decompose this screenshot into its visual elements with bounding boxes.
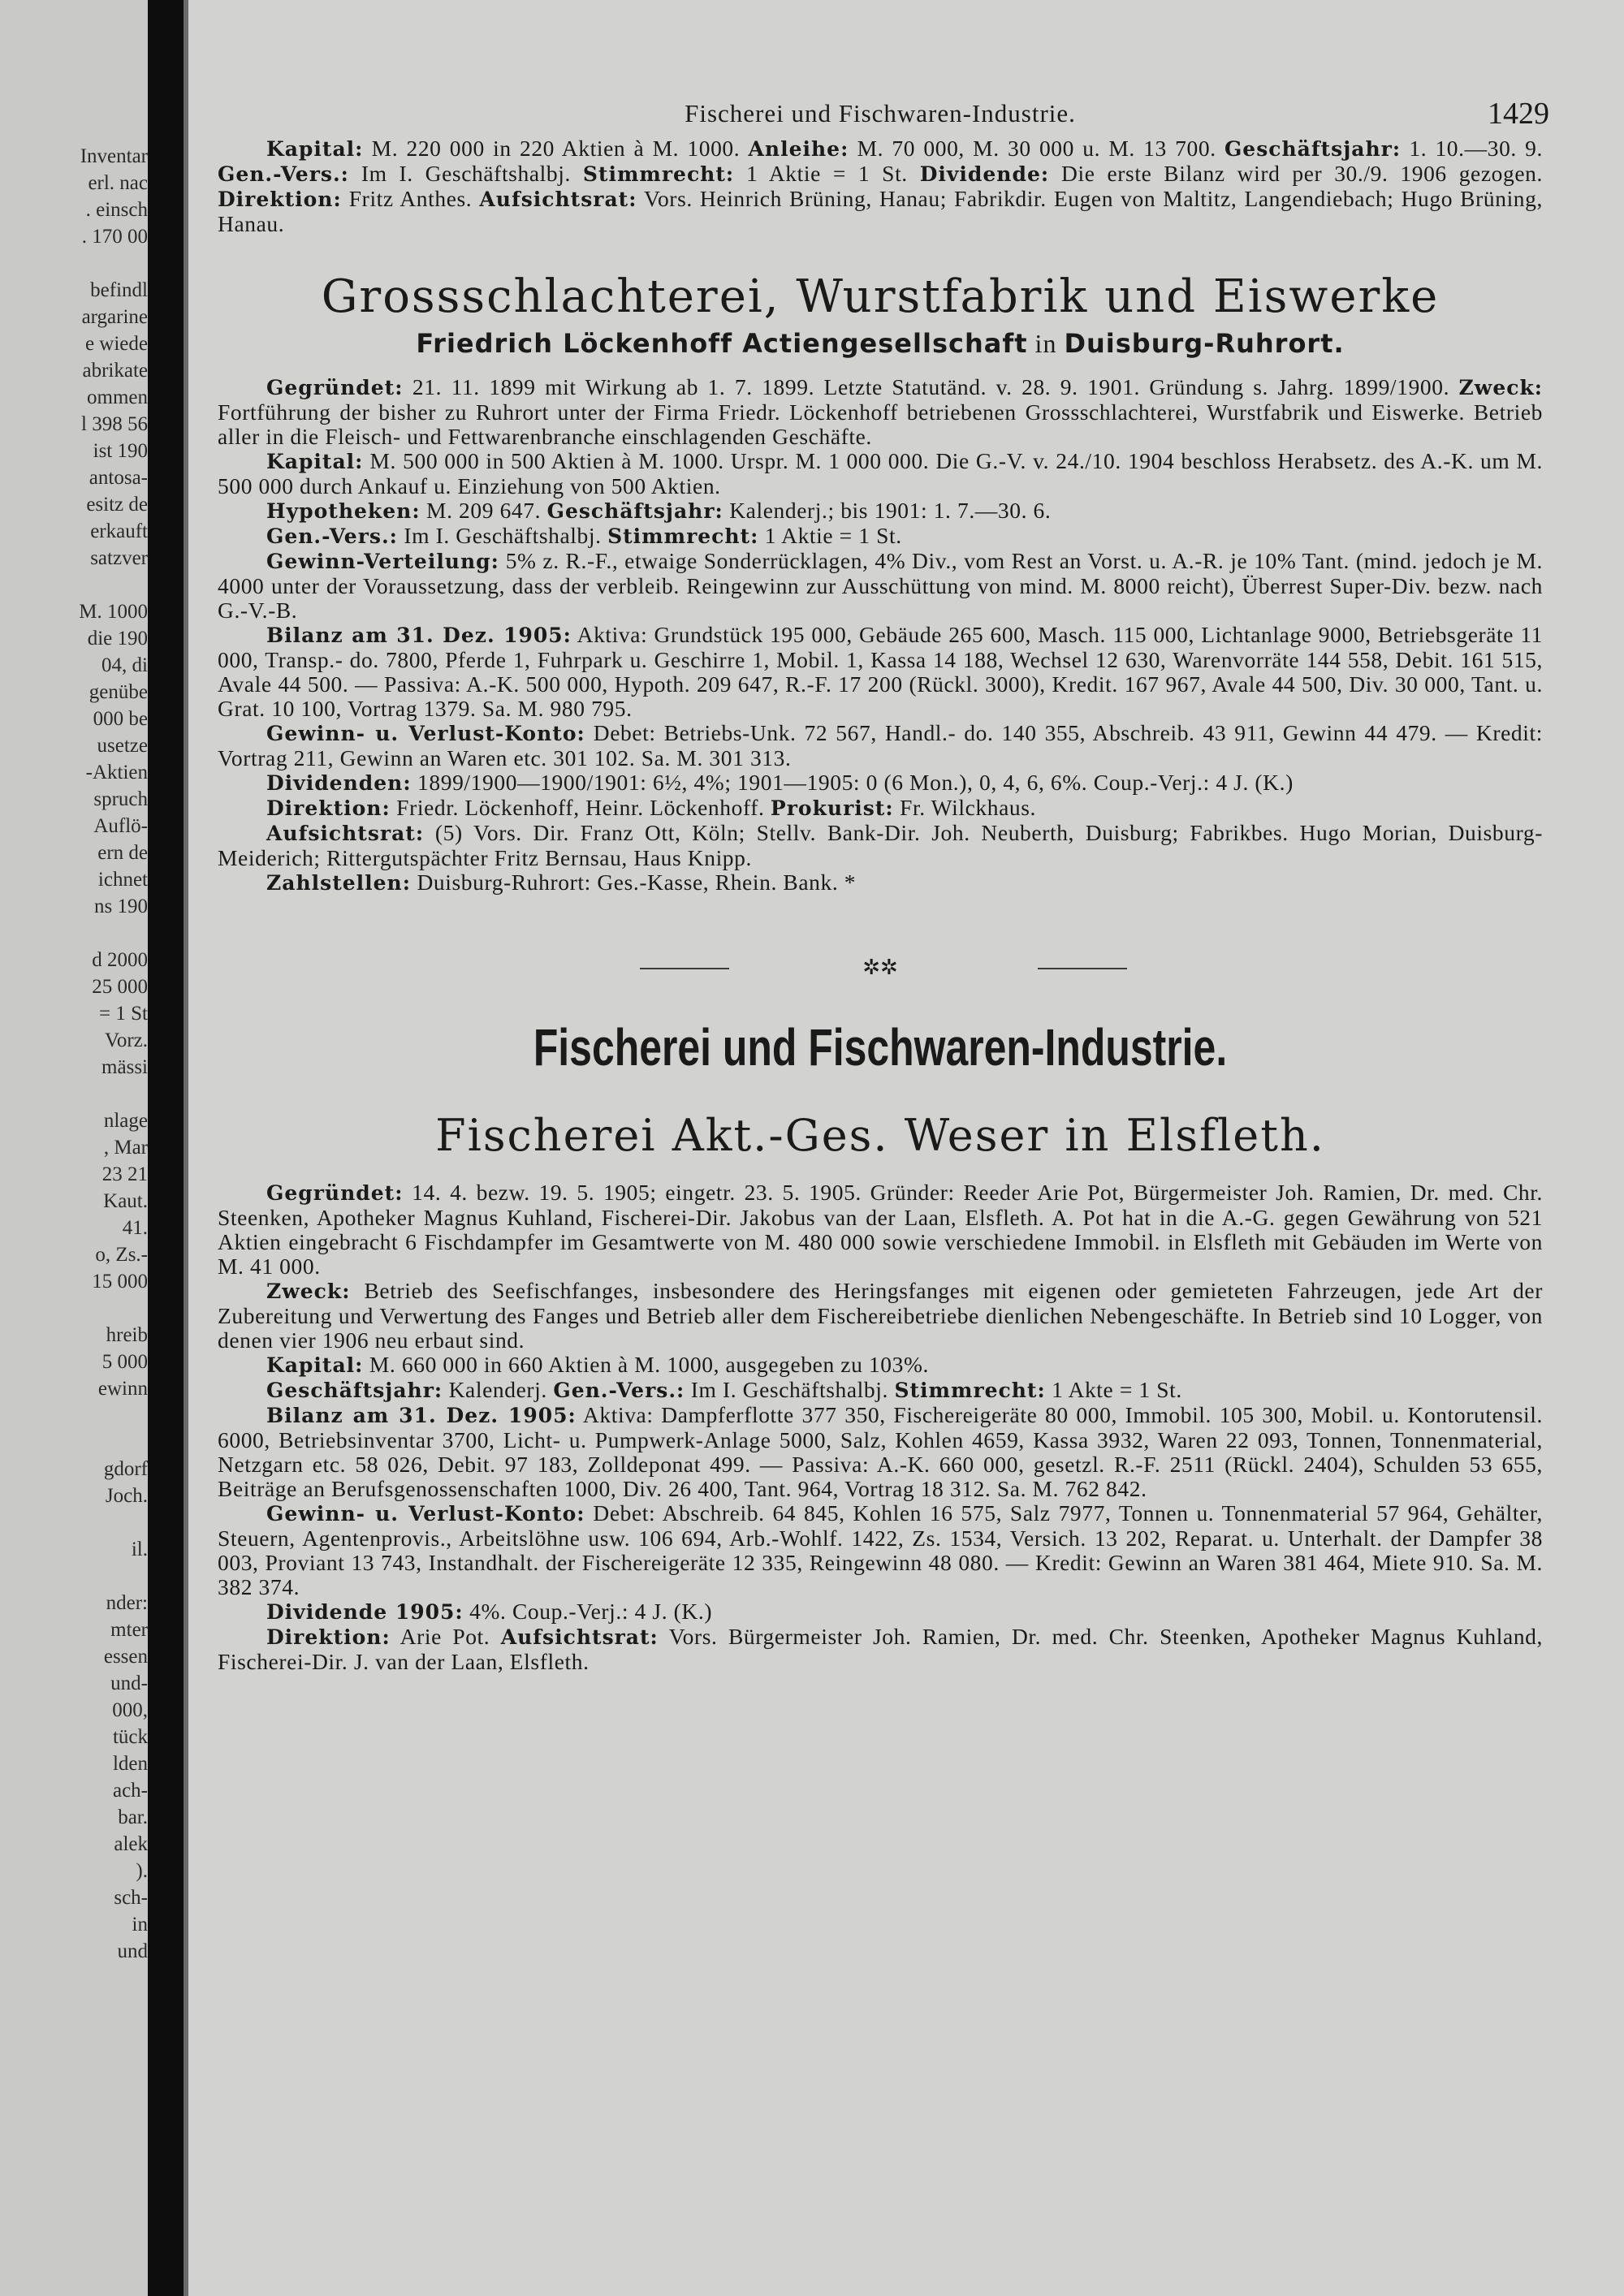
left-page-fragment: 15 000 <box>92 1271 148 1293</box>
field-text: Debet: Betriebs-Unk. 72 567, Handl.- do. 140 355, Abschreib. 43 911, Gewinn 44 479. — Kredit: Vortrag 211, Gewinn an Waren etc. 301 102. Sa. M. 301 313. <box>218 720 1544 770</box>
field-text: 5% z. R.-F., etwaige Sonderrücklagen, 4% Div., vom Rest an Vorst. u. A.-R. je 10% Tant. (mind. jedoch je M. 4000 unter der Voraussetzung, dass der verbleib. Reingewinn zur Ausschüttung von mind. M. 8000 reicht), Überrest Super-Div. bezw. nach G.-V.-B. <box>218 548 1543 623</box>
field-text: Kalenderj. <box>443 1377 554 1402</box>
left-page-fragment: ichnet <box>97 869 148 891</box>
field-label: Geschäftsjahr: <box>266 1379 443 1402</box>
entry-paragraph <box>218 549 1543 623</box>
section-title: Fischerei und Fischwaren-Industrie. <box>533 1018 1228 1077</box>
field-text: Im I. Geschäftshalbj. <box>685 1377 895 1402</box>
field-text: M. 209 647. <box>420 498 547 523</box>
left-page-fragment: die 190 <box>87 628 148 650</box>
left-page-fragment: spruch <box>93 788 148 810</box>
left-page-fragment: genübe <box>89 681 148 703</box>
left-page-fragment: und- <box>110 1672 148 1694</box>
left-page-fragment: nder: <box>106 1592 148 1614</box>
left-page-fragment: erkauft <box>90 520 148 542</box>
left-page-fragment: ns 190 <box>94 896 148 917</box>
field-label: Dividende: <box>919 162 1050 186</box>
left-page-fragment: Inventar <box>80 145 148 167</box>
field-label: Gen.-Vers.: <box>218 162 349 186</box>
field-label: Stimmrecht: <box>607 524 759 548</box>
company2-entry <box>218 1180 1543 1674</box>
left-page-fragment: 04, di <box>102 654 148 676</box>
page-number: 1429 <box>1488 97 1549 131</box>
left-page-fragment: Auflö- <box>93 815 148 837</box>
company1-subtitle-in: in <box>1027 329 1065 358</box>
field-text: Fr. Wilckhaus. <box>893 795 1037 820</box>
left-page-fragment: 25 000 <box>92 976 148 998</box>
left-page-fragment: mter <box>110 1619 148 1641</box>
right-page <box>188 0 1624 2296</box>
entry-paragraph <box>218 1599 1543 1625</box>
field-label: Direktion: <box>266 796 391 820</box>
field-label: Dividenden: <box>266 771 412 795</box>
entry-paragraph <box>218 1625 1543 1674</box>
left-page-fragment: mässi <box>102 1056 148 1078</box>
entry-paragraph <box>218 796 1543 821</box>
field-label: Gegründet: <box>266 376 404 399</box>
field-label: Zahlstellen: <box>266 871 411 895</box>
left-page-fragment: Vorz. <box>104 1029 148 1051</box>
left-page-fragment: 000, <box>112 1699 148 1721</box>
left-page-fragment: lden <box>112 1753 148 1775</box>
left-page-fragment: M. 1000 <box>79 601 148 623</box>
left-page-fragment: ist 190 <box>93 440 148 462</box>
field-text: M. 220 000 in 220 Aktien à M. 1000. <box>363 136 749 161</box>
field-text: Kalenderj.; bis 1901: 1. 7.—30. 6. <box>723 498 1052 523</box>
left-page-margin <box>0 0 148 2296</box>
field-text: Im I. Geschäftshalbj. <box>397 523 608 548</box>
field-label: Kapital: <box>266 1353 364 1377</box>
field-label: Dividende 1905: <box>266 1600 464 1624</box>
field-text: Aktiva: Dampferflotte 377 350, Fischereigeräte 80 000, Immobil. 105 300, Mobil. u. Kontorutensil. 6000, Betriebsinventar 3700, Licht- u. Pumpwerk-Anlage 5000, Salz, Kohlen 4659, Kassa 3932, Waren 22 093, Tonnen, Tonnenmaterial, Netzgarn etc. 58 026, Debit. 97 183, Zolldeponat 499. — Passiva: A.-K. 660 000, gesetzl. R.-F. 2511 (Rückl. 2404), Schulden 53 655, Beiträge an Berufsgenossenschaften 1000, Div. 26 400, Tant. 964, Vortrag 18 312. Sa. M. 762 842. <box>218 1402 1544 1501</box>
left-page-fragment: in <box>132 1914 148 1936</box>
entry-paragraph <box>218 498 1543 524</box>
field-text: M. 500 000 in 500 Aktien à M. 1000. Urspr. M. 1 000 000. Die G.-V. v. 24./10. 1904 beschloss Herabsetz. des A.-K. um M. 500 000 durch Ankauf u. Einziehung von 500 Aktien. <box>218 448 1543 498</box>
field-label: Kapital: <box>266 450 364 473</box>
left-page-fragment: essen <box>103 1646 148 1668</box>
field-label: Anleihe: <box>748 137 849 161</box>
field-label: Aufsichtsrat: <box>479 188 637 211</box>
field-label: Direktion: <box>218 188 342 211</box>
field-label: Gewinn- u. Verlust-Konto: <box>266 722 585 745</box>
entry-paragraph <box>218 721 1543 770</box>
entry-paragraph <box>218 1403 1543 1501</box>
field-label: Stimmrecht: <box>582 162 735 186</box>
left-page-fragment: esitz de <box>86 494 148 516</box>
company2-title: Fischerei Akt.-Ges. Weser in Elsfleth. <box>435 1110 1325 1161</box>
entry-paragraph <box>218 1180 1543 1279</box>
field-text: Die erste Bilanz wird per 30./9. 1906 gezogen. <box>1049 161 1543 186</box>
divider-line-right <box>1038 968 1127 969</box>
left-page-fragment: o, Zs.- <box>95 1244 148 1266</box>
field-text: M. 660 000 in 660 Aktien à M. 1000, ausgegeben zu 103%. <box>363 1352 929 1377</box>
field-label: Gewinn-Verteilung: <box>266 550 499 573</box>
left-page-fragment: 23 21 <box>102 1163 148 1185</box>
left-page-fragment: argarine <box>81 306 148 328</box>
field-label: Gegründet: <box>266 1181 404 1205</box>
left-page-fragment: bar. <box>118 1806 148 1828</box>
left-page-fragment: ewinn <box>97 1378 148 1400</box>
field-text: Vors. Bürgermeister Joh. Ramien, Dr. med. Chr. Steenken, Apotheker Magnus Kuhland, Fischerei-Dir. J. van der Laan, Elsfleth. <box>218 1624 1543 1674</box>
field-text: M. 70 000, M. 30 000 u. M. 13 700. <box>849 136 1224 161</box>
field-text: 1. 10.—30. 9. <box>1401 136 1543 161</box>
field-text: Betrieb des Seefischfanges, insbesondere des Heringsfanges mit eigenen oder gemieteten Fahrzeugen, jede Art der Zubereitung und Verwertung des Fanges und Betrieb aller dem Fischereibetriebe dienlichen Nebengeschäfte. In Betrieb sind 10 Logger, von denen vier 1906 neu erbaut sind. <box>218 1278 1543 1353</box>
field-label: Stimmrecht: <box>894 1379 1046 1402</box>
field-label: Aufsichtsrat: <box>500 1625 659 1649</box>
entry-paragraph <box>218 524 1543 549</box>
left-page-fragment: befindl <box>90 279 148 301</box>
field-text: 14. 4. bezw. 19. 5. 1905; eingetr. 23. 5. 1905. Gründer: Reeder Arie Pot, Bürgermeister Joh. Ramien, Dr. med. Chr. Steenken, Apotheker Magnus Kuhland, Fischerei-Dir. Jakobus van der Laan, Elsfleth. A. Pot hat in die A.-G. gegen Gewährung von 521 Aktien eingebracht 6 Fischdampfer im Gesamtwerte von M. 480 000 sowie verschiedene Immobil. in Elsfleth mit Gebäuden im Werte von M. 41 000. <box>218 1180 1543 1279</box>
left-page-fragment: sch- <box>114 1887 148 1909</box>
field-label: Geschäftsjahr: <box>546 499 723 523</box>
left-page-fragment: . einsch <box>85 199 148 221</box>
left-page-fragment: abrikate <box>82 360 148 382</box>
left-page-fragment: 000 be <box>93 708 148 730</box>
left-page-fragment: ern de <box>97 842 148 864</box>
field-text: (5) Vors. Dir. Franz Ott, Köln; Stellv. Bank-Dir. Joh. Neuberth, Duisburg; Fabrikbes. Hugo Morian, Duisburg-Meiderich; Rittergutspächter Fritz Bernsau, Haus Knipp. <box>218 820 1543 870</box>
field-text: Duisburg-Ruhrort: Ges.-Kasse, Rhein. Bank. * <box>410 870 857 895</box>
field-text: 1 Akte = 1 St. <box>1045 1377 1182 1402</box>
company1-place: Duisburg-Ruhrort. <box>1064 328 1345 359</box>
field-text: 4%. Coup.-Verj.: 4 J. (K.) <box>463 1599 713 1624</box>
entry-paragraph <box>218 1279 1543 1353</box>
field-text: Aktiva: Grundstück 195 000, Gebäude 265 600, Masch. 115 000, Lichtanlage 9000, Betriebsgeräte 11 000, Transp.- do. 7800, Pferde 1, Fuhrpark u. Geschirre 1, Mobil. 1, Kassa 14 188, Wechsel 12 630, Warenvorräte 144 558, Debit. 161 515, Avale 44 500. — Passiva: A.-K. 500 000, Hypoth. 209 647, R.-F. 17 200 (Rückl. 3000), Kredit. 167 967, Avale 44 500, Div. 30 000, Tant. u. Grat. 10 100, Vortrag 1379. Sa. M. 980 795. <box>218 622 1544 721</box>
left-page-fragment: erl. nac <box>88 172 148 194</box>
left-page-fragment: usetze <box>97 735 148 757</box>
left-page-fragment: -Aktien <box>85 762 148 783</box>
field-text: Friedr. Löckenhoff, Heinr. Löckenhoff. <box>390 795 771 820</box>
entry-paragraph <box>218 1378 1543 1403</box>
field-label: Prokurist: <box>770 796 894 820</box>
entry-paragraph <box>218 821 1543 870</box>
book-gutter <box>148 0 184 2296</box>
left-page-fragment: . 170 00 <box>81 226 148 248</box>
field-label: Gewinn- u. Verlust-Konto: <box>266 1502 585 1526</box>
company1-title: Grossschlachterei, Wurstfabrik und Eiswerke <box>321 270 1440 323</box>
left-page-fragment: Kaut. <box>103 1190 148 1212</box>
left-page-fragment: l 398 56 <box>81 413 148 435</box>
field-text: Arie Pot. <box>390 1624 501 1649</box>
field-text: Vors. Heinrich Brüning, Hanau; Fabrikdir. Eugen von Maltitz, Langendiebach; Hugo Brüning, Hanau. <box>218 186 1543 236</box>
entry-paragraph <box>218 623 1543 721</box>
left-page-fragment: nlage <box>103 1110 148 1132</box>
left-page-fragment: d 2000 <box>92 949 148 971</box>
top-entry-continuation <box>218 136 1543 236</box>
field-label: Zweck: <box>266 1280 351 1303</box>
left-page-fragment: und <box>117 1940 148 1962</box>
field-text: Fritz Anthes. <box>341 186 480 211</box>
entry-paragraph <box>218 770 1543 796</box>
left-page-fragment: 5 000 <box>102 1351 148 1373</box>
left-page-fragment: 41. <box>122 1217 148 1239</box>
left-page-fragment: ommen <box>87 386 148 408</box>
running-title: Fischerei und Fischwaren-Industrie. <box>685 99 1076 127</box>
entry-paragraph <box>218 449 1543 498</box>
section-divider <box>218 952 1543 985</box>
left-page-fragment: = 1 St <box>99 1003 148 1025</box>
company1-entry <box>218 375 1543 896</box>
left-page-fragment: alek <box>114 1833 148 1855</box>
left-page-fragment: Joch. <box>105 1485 148 1507</box>
left-page-fragment: ). <box>136 1860 148 1882</box>
field-label: Geschäftsjahr: <box>1224 137 1402 161</box>
field-label: Gen.-Vers.: <box>266 524 398 548</box>
field-label: Kapital: <box>266 137 364 161</box>
field-text: Im I. Geschäftshalbj. <box>348 161 583 186</box>
left-page-fragment: antosa- <box>89 467 148 489</box>
left-page-fragment: , Mar <box>103 1137 148 1159</box>
field-label: Gen.-Vers.: <box>553 1379 685 1402</box>
field-label: Direktion: <box>266 1625 391 1649</box>
field-text: 1 Aktie = 1 St. <box>758 523 902 548</box>
field-text: 1 Aktie = 1 St. <box>734 161 920 186</box>
left-page-fragment: e wiede <box>84 333 148 355</box>
entry-paragraph <box>218 1353 1543 1378</box>
left-page-fragment: ach- <box>112 1780 148 1802</box>
field-label: Bilanz am 31. Dez. 1905: <box>266 1404 577 1427</box>
field-label: Aufsichtsrat: <box>266 822 425 845</box>
field-label: Bilanz am 31. Dez. 1905: <box>266 624 572 647</box>
left-page-fragment: satzver <box>90 547 148 569</box>
company1-firm-name: Friedrich Löckenhoff Actiengesellschaft <box>416 328 1028 359</box>
field-text: Fortführung der bisher zu Ruhrort unter der Firma Friedr. Löckenhoff betriebenen Grossschlachterei, Wurstfabrik und Eiswerke. Betrieb aller in die Fleisch- und Fettwarenbranche einschlagenden Geschäfte. <box>218 399 1543 449</box>
entry-paragraph <box>218 375 1543 449</box>
field-label: Hypotheken: <box>266 499 421 523</box>
field-text: 21. 11. 1899 mit Wirkung ab 1. 7. 1899. Letzte Statutänd. v. 28. 9. 1901. Gründung s. Jahrg. 1899/1900. <box>403 374 1459 399</box>
company1-subtitle <box>218 328 1543 359</box>
entry-paragraph <box>218 870 1543 896</box>
left-page-fragment: tück <box>112 1726 148 1748</box>
field-text: Debet: Abschreib. 64 845, Kohlen 16 575, Salz 7977, Tonnen u. Tonnenmaterial 57 964, Gehälter, Steuern, Agentenprovis., Arbeitslöhne usw. 106 694, Arb.-Wohlf. 1422, Zs. 1534, Versich. 13 202, Reparat. u. Unterhalt. der Dampfer 38 003, Proviant 13 743, Instandhalt. der Fischereigeräte 12 335, Reingewinn 48 080. — Kredit: Gewinn an Waren 381 464, Miete 910. Sa. M. 382 374. <box>218 1500 1543 1599</box>
page-content <box>218 91 1549 1674</box>
left-page-fragment: il. <box>131 1539 148 1560</box>
left-page-fragment: hreib <box>106 1324 148 1346</box>
field-label: Zweck: <box>1458 376 1543 399</box>
running-header <box>218 91 1549 136</box>
entry-paragraph <box>218 1501 1543 1599</box>
field-text: 1899/1900—1900/1901: 6½, 4%; 1901—1905: 0 (6 Mon.), 0, 4, 6, 6%. Coup.-Verj.: 4 J. (K.) <box>411 770 1294 795</box>
left-page-fragment: gdorf <box>103 1458 148 1480</box>
divider-ornament: ✲✲ <box>862 956 898 979</box>
